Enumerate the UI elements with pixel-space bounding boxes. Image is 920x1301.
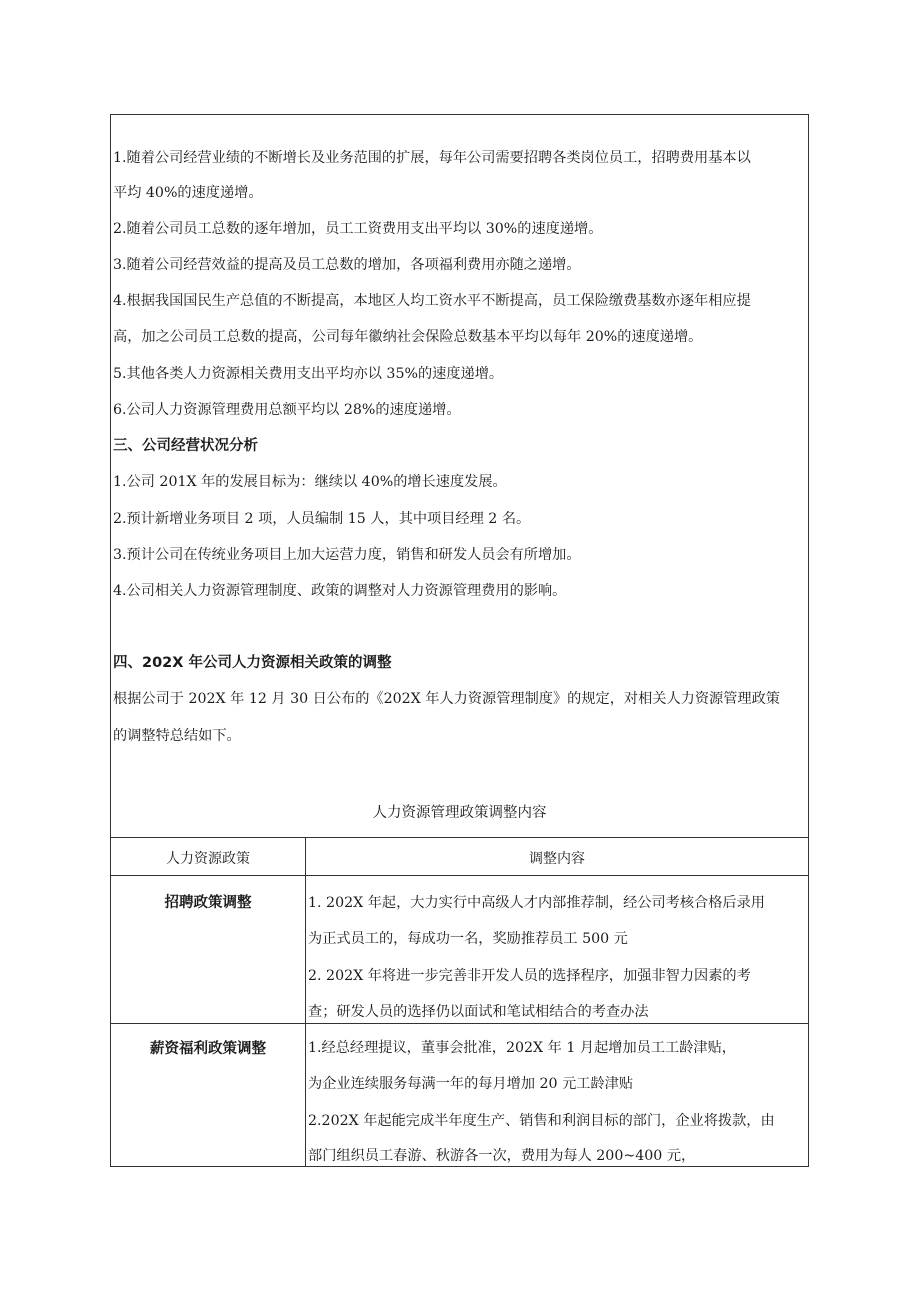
table-row-line: 1. 202X 年起，大力实行中高级人才内部推荐制，经公司考核合格后录用 <box>308 895 765 911</box>
analysis-line: 2.随着公司员工总数的逐年增加，员工工资费用支出平均以 30%的速度递增。 <box>113 221 603 237</box>
document-frame <box>110 114 809 1167</box>
section-3-line: 3.预计公司在传统业务项目上加大运营力度，销售和研发人员会有所增加。 <box>113 547 581 563</box>
analysis-line: 高，加之公司员工总数的提高，公司每年徽纳社会保险总数基本平均以每年 20%的速度递增。 <box>113 329 703 345</box>
table-header-content: 调整内容 <box>529 851 585 867</box>
table-row-line: 2.202X 年起能完成半年度生产、销售和利润目标的部门，企业将拨款，由 <box>308 1113 775 1129</box>
table-row-policy: 薪资福利政策调整 <box>150 1041 266 1057</box>
table-divider <box>111 875 808 876</box>
table-row-line: 查；研发人员的选择仍以面试和笔试相结合的考查办法 <box>308 1004 649 1020</box>
table-row-line: 部门组织员工春游、秋游各一次，费用为每人 200~400 元， <box>308 1148 696 1164</box>
section-4-line: 根据公司于 202X 年 12 月 30 日公布的《202X 年人力资源管理制度》的规定，对相关人力资源管理政策 <box>113 691 780 707</box>
table-row-line: 1.经总经理提议，董事会批准，202X 年 1 月起增加员工工龄津贴， <box>308 1040 736 1056</box>
table-row-line: 为正式员工的，每成功一名，奖励推荐员工 500 元 <box>308 931 628 947</box>
analysis-line: 3.随着公司经营效益的提高及员工总数的增加，各项福利费用亦随之递增。 <box>113 257 581 273</box>
table-row-line: 为企业连续服务每满一年的每月增加 20 元工龄津贴 <box>308 1076 634 1092</box>
analysis-line: 4.根据我国国民生产总值的不断提高，本地区人均工资水平不断提高，员工保险缴费基数亦逐年相应提 <box>113 293 751 309</box>
table-header-policy: 人力资源政策 <box>166 851 250 867</box>
table-row-policy: 招聘政策调整 <box>164 895 252 911</box>
table-divider <box>111 837 808 838</box>
table-title: 人力资源管理政策调整内容 <box>372 805 547 821</box>
analysis-line: 6.公司人力资源管理费用总额平均以 28%的速度递增。 <box>113 402 461 418</box>
section-3-line: 2.预计新增业务项目 2 项，人员编制 15 人，其中项目经理 2 名。 <box>113 511 531 527</box>
table-divider <box>111 1023 808 1024</box>
section-4-title: 四、202X 年公司人力资源相关政策的调整 <box>113 655 392 671</box>
section-3-line: 4.公司相关人力资源管理制度、政策的调整对人力资源管理费用的影响。 <box>113 583 567 599</box>
analysis-line: 平均 40%的速度递增。 <box>113 185 263 201</box>
analysis-line: 5.其他各类人力资源相关费用支出平均亦以 35%的速度递增。 <box>113 366 504 382</box>
analysis-line: 1.随着公司经营业绩的不断增长及业务范围的扩展，每年公司需要招聘各类岗位员工，招聘费用基本以 <box>113 150 751 166</box>
section-3-title: 三、公司经营状况分析 <box>113 438 258 454</box>
section-4-line: 的调整特总结如下。 <box>113 728 241 744</box>
section-3-line: 1.公司 201X 年的发展目标为：继续以 40%的增长速度发展。 <box>113 474 507 490</box>
table-column-divider <box>305 837 306 1167</box>
table-row-line: 2. 202X 年将进一步完善非开发人员的选择程序，加强非智力因素的考 <box>308 968 751 984</box>
